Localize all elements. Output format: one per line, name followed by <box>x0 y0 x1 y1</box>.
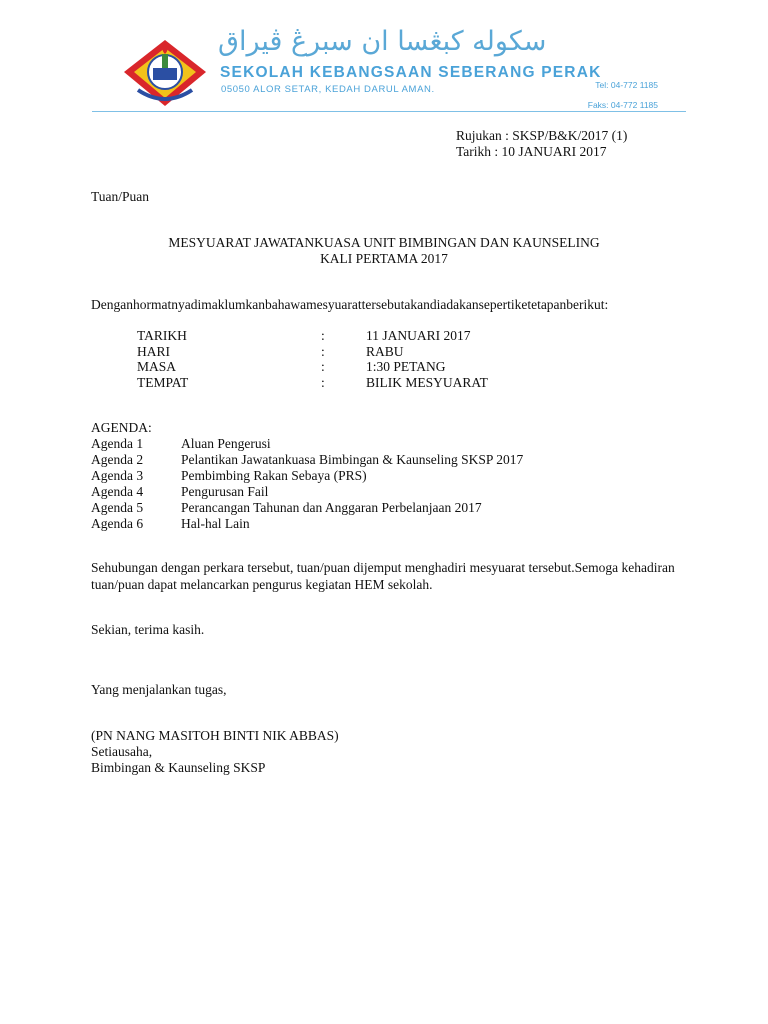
school-fax: Faks: 04-772 1185 <box>587 100 658 110</box>
school-name: SEKOLAH KEBANGSAAN SEBERANG PERAK <box>220 64 602 81</box>
agenda-title: Pembimbing Rakan Sebaya (PRS) <box>181 468 367 483</box>
agenda-number: Agenda 2 <box>91 452 144 467</box>
agenda-heading: AGENDA: <box>91 420 152 435</box>
school-crest-icon <box>120 36 210 108</box>
agenda-item <box>91 500 482 516</box>
detail-label: TARIKH <box>137 328 187 343</box>
signatory-position: Setiausaha, <box>91 744 153 759</box>
agenda-item <box>91 516 250 532</box>
agenda-list <box>91 420 524 532</box>
agenda-title: Perancangan Tahunan dan Anggaran Perbelanjaan 2017 <box>181 500 482 515</box>
reference-number: Rujukan : SKSP/B&K/2017 (1) <box>456 128 628 143</box>
school-name-jawi: سكوله كبڠسا ان سبرڠ ڤيراق <box>218 26 547 57</box>
signatory-name: (PN NANG MASITOH BINTI NIK ABBAS) <box>91 728 339 743</box>
letter-title <box>0 235 768 267</box>
detail-label: MASA <box>137 359 177 374</box>
agenda-number: Agenda 5 <box>91 500 144 515</box>
signatory-unit: Bimbingan & Kaunseling SKSP <box>91 760 266 775</box>
letter-date: Tarikh : 10 JANUARI 2017 <box>456 144 607 159</box>
greeting: Tuan/Puan <box>91 189 150 204</box>
intro-paragraph: Denganhormatnyadimaklumkanbahawamesyuarattersebutakandiadakansepertiketetapanberikut: <box>91 297 609 312</box>
letterhead <box>0 0 768 120</box>
school-tel: Tel: 04-772 1185 <box>595 80 658 90</box>
agenda-title: Hal-hal Lain <box>181 516 250 531</box>
agenda-item <box>91 468 367 484</box>
agenda-title: Pelantikan Jawatankuasa Bimbingan & Kaunseling SKSP 2017 <box>181 452 524 467</box>
agenda-item <box>91 436 271 452</box>
detail-value: BILIK MESYUARAT <box>366 374 488 390</box>
detail-value: 11 JANUARI 2017 <box>366 328 471 343</box>
agenda-title: Pengurusan Fail <box>181 484 269 499</box>
agenda-number: Agenda 4 <box>91 484 144 499</box>
agenda-number: Agenda 3 <box>91 468 144 483</box>
letterhead-divider <box>92 111 686 112</box>
closing-paragraph: Sehubungan dengan perkara tersebut, tuan/puan dijemput menghadiri mesyuarat tersebut.Semoga kehadiran tuan/puan dapat melancarkan pengurus kegiatan HEM sekolah. <box>91 560 675 592</box>
reference-block <box>456 128 627 160</box>
detail-colon: : <box>321 359 325 374</box>
agenda-number: Agenda 6 <box>91 516 144 531</box>
detail-label: TEMPAT <box>137 374 189 390</box>
detail-value: 1:30 PETANG <box>366 359 446 374</box>
thanks-line: Sekian, terima kasih. <box>91 622 205 637</box>
agenda-item <box>91 452 524 468</box>
agenda-title: Aluan Pengerusi <box>181 436 271 451</box>
detail-value: RABU <box>366 343 404 359</box>
signature-block <box>91 728 339 776</box>
detail-label: HARI <box>137 343 170 359</box>
title-line-1: MESYUARAT JAWATANKUASA UNIT BIMBINGAN DAN KAUNSELING <box>168 235 600 250</box>
detail-colon: : <box>321 328 325 343</box>
title-line-2: KALI PERTAMA 2017 <box>320 251 448 266</box>
agenda-item <box>91 484 269 500</box>
agenda-number: Agenda 1 <box>91 436 144 451</box>
duty-line: Yang menjalankan tugas, <box>91 682 227 697</box>
detail-colon: : <box>321 343 325 359</box>
school-address: 05050 ALOR SETAR, KEDAH DARUL AMAN. <box>221 84 435 95</box>
detail-colon: : <box>321 374 325 390</box>
